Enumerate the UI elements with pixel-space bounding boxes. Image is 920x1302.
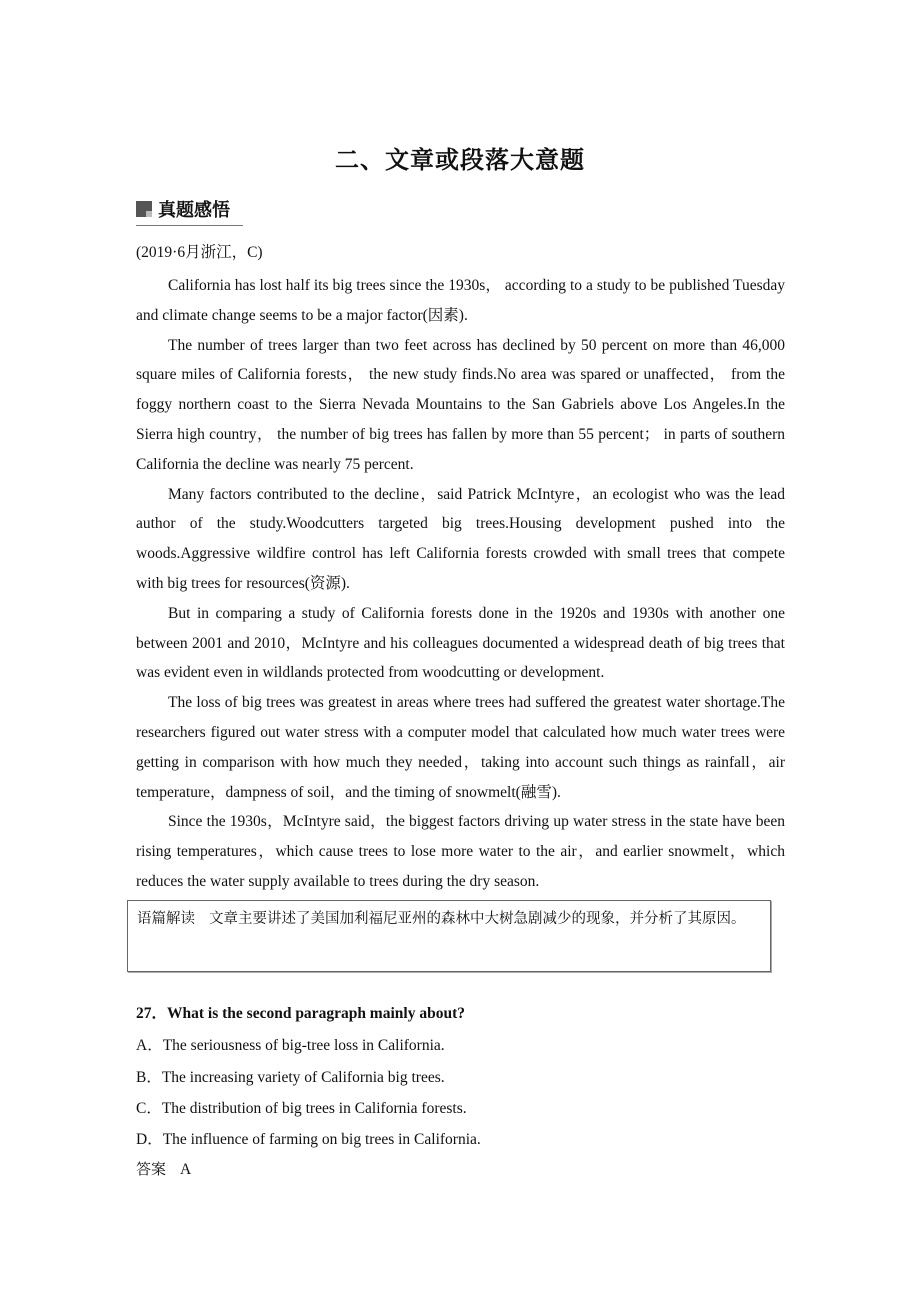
answer-label: 答案: [136, 1160, 167, 1178]
paragraph: The number of trees larger than two feet across has declined by 50 percent on more than 46,000 square miles of California forests， the new study finds.No area was spared or unaffected， from the foggy northern coast to the Sierra Nevada Mountains to the San Gabriels above Los Angeles.In the Sierra high country， the number of big trees has fallen by more than 55 percent； in parts of southern California the decline was nearly 75 percent.: [136, 336, 785, 473]
paragraph: The loss of big trees was greatest in areas where trees had suffered the greatest water shortage.The researchers figured out water stress with a computer model that calculated how much water trees were getting in comparison with how much they needed，taking into account such things as rainfall，air temperature，dampness of soil，and the timing of snowmelt(融雪).: [136, 694, 785, 801]
square-bullet-icon: [136, 201, 152, 217]
analysis-box: [127, 900, 771, 972]
option-c: C．The distribution of big trees in California forests.: [136, 1100, 467, 1117]
paragraph: Many factors contributed to the decline，said Patrick McIntyre，an ecologist who was the lead author of the study.Woodcutters targeted big trees.Housing development pushed into the woods.Aggressive wildfire control has left California forests crowded with small trees that compete with big trees for resources(资源).: [136, 485, 785, 592]
option-a: A．The seriousness of big-tree loss in California.: [136, 1037, 445, 1054]
analysis-text: 文章主要讲述了美国加利福尼亚州的森林中大树急剧减少的现象，并分析了其原因。: [209, 911, 746, 927]
paragraph: Since the 1930s，McIntyre said，the biggest factors driving up water stress in the state have been rising temperatures，which cause trees to lose more water to the air，and earlier snowmelt，which reduces the water supply available to trees during the dry season.: [136, 813, 785, 890]
passage: [136, 271, 785, 897]
question-text: 27．What is the second paragraph mainly about?: [136, 1005, 465, 1022]
section-header: [136, 196, 243, 226]
paragraph: But in comparing a study of California forests done in the 1920s and 1930s with another one between 2001 and 2010，McIntyre and his colleagues documented a widespread death of big trees that was evident even in wildlands protected from woodcutting or development.: [136, 604, 785, 682]
option-b: B．The increasing variety of California big trees.: [136, 1069, 445, 1086]
paragraph: California has lost half its big trees since the 1930s， according to a study to be published Tuesday and climate change seems to be a major factor(因素).: [136, 277, 785, 324]
page-title: 二、文章或段落大意题: [335, 146, 585, 174]
answer: [136, 1158, 191, 1179]
answer-value: A: [180, 1161, 192, 1178]
option-d: D．The influence of farming on big trees in California.: [136, 1131, 481, 1148]
section-header-label: 真题感悟: [158, 200, 230, 221]
source-citation: (2019·6月浙江，C): [136, 244, 263, 261]
analysis-label: 语篇解读: [137, 911, 195, 927]
